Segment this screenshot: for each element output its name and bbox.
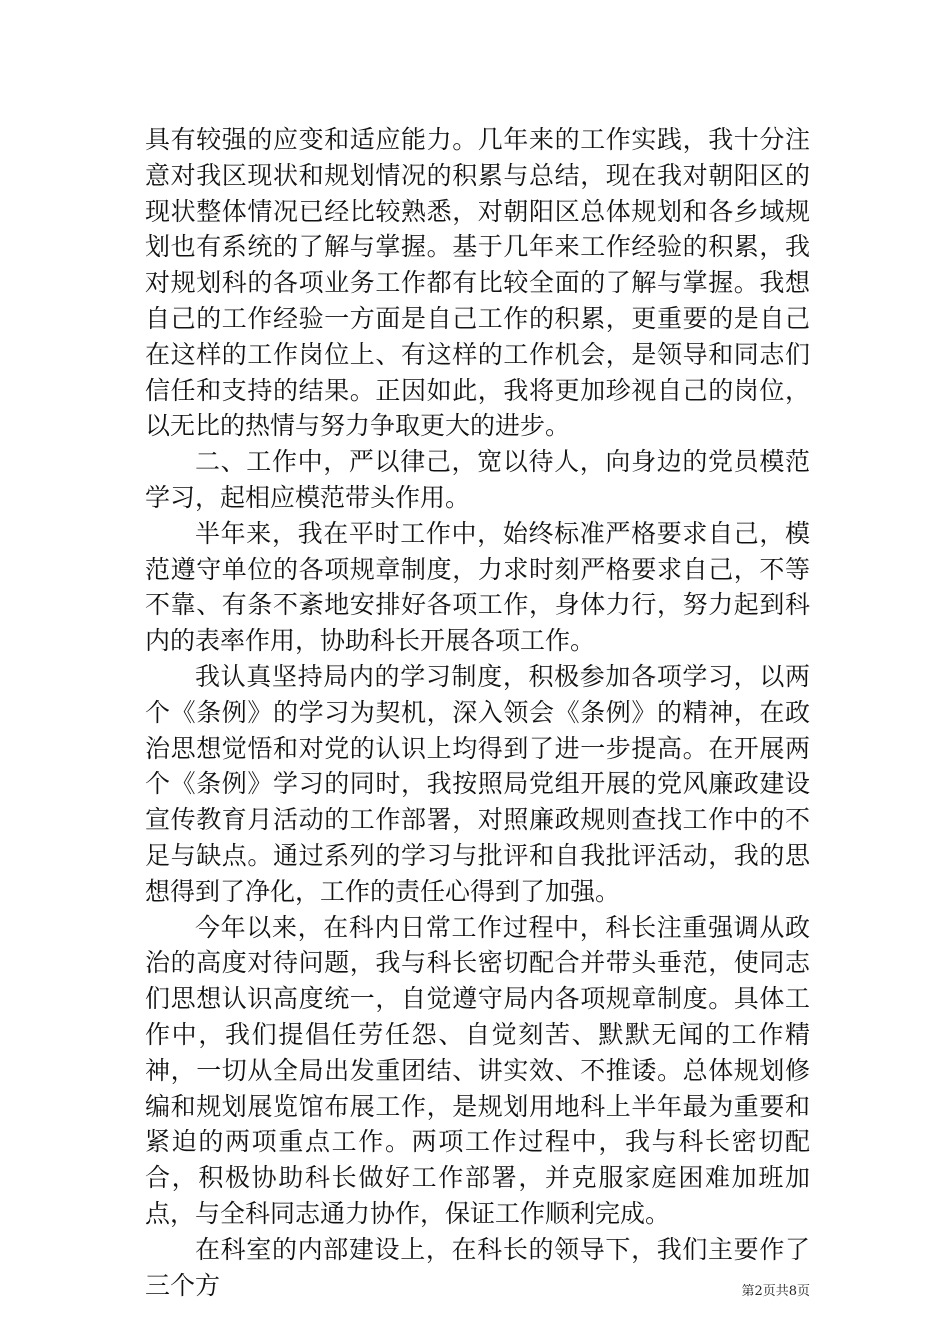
paragraph: 今年以来，在科内日常工作过程中，科长注重强调从政治的高度对待问题，我与科长密切配合并带头垂范，使同志们思想认识高度统一，自觉遵守局内各项规章制度。具体工作中，我们提倡任劳任怨、自觉刻苦、默默无闻的工作精神，一切从全局出发重团结、讲实效、不推诿。总体规划修编和规划展览馆布展工作，是规划用地科上半年最为重要和紧迫的两项重点工作。两项工作过程中，我与科长密切配合，积极协助科长做好工作部署，并克服家庭困难加班加点，与全科同志通力协作，保证工作顺利完成。 [145, 912, 810, 1228]
document-body [145, 122, 810, 1303]
paragraph-section-heading: 二、工作中，严以律己，宽以待人，向身边的党员模范学习，起相应模范带头作用。 [145, 447, 810, 512]
paragraph: 半年来，我在平时工作中，始终标准严格要求自己，模范遵守单位的各项规章制度，力求时刻严格要求自己，不等不靠、有条不紊地安排好各项工作，身体力行，努力起到科内的表率作用，协助科长开展各项工作。 [145, 518, 810, 656]
paragraph: 我认真坚持局内的学习制度，积极参加各项学习，以两个《条例》的学习为契机，深入领会《条例》的精神，在政治思想觉悟和对党的认识上均得到了进一步提高。在开展两个《条例》学习的同时，我按照局党组开展的党风廉政建设宣传教育月活动的工作部署，对照廉政规则查找工作中的不足与缺点。通过系列的学习与批评和自我批评活动，我的思想得到了净化，工作的责任心得到了加强。 [145, 661, 810, 906]
paragraph: 在科室的内部建设上，在科长的领导下，我们主要作了三个方 [145, 1234, 810, 1300]
paragraph-continuation: 具有较强的应变和适应能力。几年来的工作实践，我十分注意对我区现状和规划情况的积累与总结，现在我对朝阳区的现状整体情况已经比较熟悉，对朝阳区总体规划和各乡域规划也有系统的了解与掌握。基于几年来工作经验的积累，我对规划科的各项业务工作都有比较全面的了解与掌握。我想自己的工作经验一方面是自己工作的积累，更重要的是自己在这样的工作岗位上、有这样的工作机会，是领导和同志们信任和支持的结果。正因如此，我将更加珍视自己的岗位，以无比的热情与努力争取更大的进步。 [145, 125, 810, 441]
page-number-footer: 第2页共8页 [741, 1284, 810, 1299]
